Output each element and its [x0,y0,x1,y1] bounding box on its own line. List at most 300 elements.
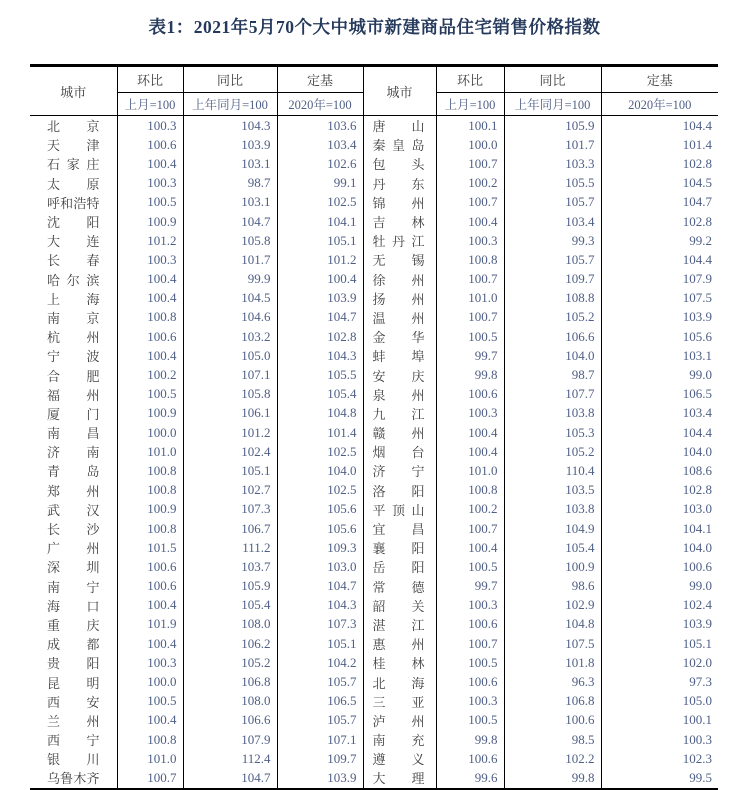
yoy-index-cell: 104.7 [183,212,277,231]
yoy-index-cell: 98.5 [504,730,601,749]
table-row [30,231,718,250]
fixed-base-index-cell: 102.5 [277,481,363,500]
mom-index-cell: 100.2 [436,174,504,193]
city-name-cell: 唐山 [363,116,436,136]
table-row [30,212,718,231]
col-header-fixed-left: 定基 [277,66,363,93]
mom-index-cell: 100.5 [436,557,504,576]
price-index-table [30,64,718,790]
yoy-index-cell: 104.7 [183,768,277,789]
table-header [30,66,718,116]
fixed-base-index-cell: 104.7 [601,193,718,212]
yoy-index-cell: 111.2 [183,538,277,557]
table-row [30,768,718,789]
city-name-cell: 天津 [47,138,100,154]
table-row [30,730,718,749]
fixed-base-index-cell: 104.4 [601,116,718,136]
mom-index-cell: 100.9 [117,212,183,231]
table-row [30,346,718,365]
yoy-index-cell: 102.9 [504,596,601,615]
fixed-base-index-cell: 107.9 [601,270,718,289]
yoy-index-cell: 103.8 [504,500,601,519]
table-row [30,481,718,500]
yoy-index-cell: 106.6 [183,711,277,730]
yoy-index-cell: 103.5 [504,481,601,500]
mom-index-cell: 100.3 [436,596,504,615]
table-row [30,174,718,193]
col-subheader-yoy-base-left: 上年同月=100 [183,93,277,116]
mom-index-cell: 100.3 [436,692,504,711]
yoy-index-cell: 100.6 [504,711,601,730]
city-name-cell: 赣州 [363,423,436,442]
city-name-cell: 丹东 [363,174,436,193]
yoy-index-cell: 101.2 [183,423,277,442]
yoy-index-cell: 106.8 [504,692,601,711]
city-name-cell: 金华 [363,327,436,346]
yoy-index-cell: 102.2 [504,749,601,768]
table-row [30,404,718,423]
table-row [30,116,718,136]
table-row [30,596,718,615]
mom-index-cell: 100.4 [117,270,183,289]
fixed-base-index-cell: 105.4 [277,385,363,404]
city-name-cell: 包头 [363,154,436,173]
mom-index-cell: 101.5 [117,538,183,557]
fixed-base-index-cell: 103.6 [277,116,363,136]
mom-index-cell: 100.4 [117,346,183,365]
mom-index-cell: 100.8 [117,730,183,749]
city-name-cell: 大连 [47,234,100,250]
mom-index-cell: 100.6 [117,327,183,346]
city-name-cell: 宜昌 [363,519,436,538]
yoy-index-cell: 101.7 [504,135,601,154]
yoy-index-cell: 101.8 [504,653,601,672]
fixed-base-index-cell: 104.3 [277,346,363,365]
city-name-cell: 重庆 [47,617,100,633]
mom-index-cell: 100.8 [117,519,183,538]
yoy-index-cell: 96.3 [504,672,601,691]
fixed-base-index-cell: 105.6 [277,500,363,519]
fixed-base-index-cell: 104.1 [277,212,363,231]
fixed-base-index-cell: 104.5 [601,174,718,193]
city-name-cell: 韶关 [363,596,436,615]
mom-index-cell: 100.6 [436,672,504,691]
col-header-fixed-right: 定基 [601,66,718,93]
fixed-base-index-cell: 102.3 [601,749,718,768]
yoy-index-cell: 105.3 [504,423,601,442]
col-header-mom-left: 环比 [117,66,183,93]
mom-index-cell: 100.8 [117,308,183,327]
city-name-cell: 济宁 [363,461,436,480]
city-name-cell: 厦门 [47,406,100,422]
city-name-cell: 吉林 [363,212,436,231]
mom-index-cell: 100.0 [117,423,183,442]
table-row [30,615,718,634]
table-row [30,461,718,480]
yoy-index-cell: 106.1 [183,404,277,423]
fixed-base-index-cell: 104.0 [601,538,718,557]
mom-index-cell: 100.4 [117,711,183,730]
mom-index-cell: 100.0 [436,135,504,154]
city-name-cell: 沈阳 [47,215,100,231]
mom-index-cell: 100.4 [117,596,183,615]
city-name-cell: 平顶山 [363,500,436,519]
mom-index-cell: 100.6 [436,385,504,404]
city-name-cell: 无锡 [363,250,436,269]
table-row [30,270,718,289]
fixed-base-index-cell: 102.4 [601,596,718,615]
yoy-index-cell: 105.1 [183,461,277,480]
fixed-base-index-cell: 103.0 [277,557,363,576]
fixed-base-index-cell: 100.1 [601,711,718,730]
fixed-base-index-cell: 108.6 [601,461,718,480]
city-name-cell: 成都 [47,637,100,653]
col-subheader-mom-base-left: 上月=100 [117,93,183,116]
mom-index-cell: 99.8 [436,730,504,749]
yoy-index-cell: 103.7 [183,557,277,576]
col-header-mom-right: 环比 [436,66,504,93]
mom-index-cell: 100.5 [117,692,183,711]
yoy-index-cell: 105.2 [183,653,277,672]
fixed-base-index-cell: 102.8 [277,327,363,346]
mom-index-cell: 100.5 [117,193,183,212]
mom-index-cell: 100.3 [117,116,183,136]
city-name-cell: 深圳 [47,560,100,576]
fixed-base-index-cell: 102.5 [277,442,363,461]
city-name-cell: 太原 [47,176,100,192]
mom-index-cell: 101.0 [117,442,183,461]
fixed-base-index-cell: 99.0 [601,365,718,384]
city-name-cell: 温州 [363,308,436,327]
mom-index-cell: 100.4 [117,634,183,653]
city-name-cell: 上海 [47,291,100,307]
city-name-cell: 三亚 [363,692,436,711]
city-name-cell: 南宁 [47,579,100,595]
city-name-cell: 呼和浩特 [47,195,100,211]
mom-index-cell: 100.9 [117,404,183,423]
city-name-cell: 长沙 [47,522,100,538]
fixed-base-index-cell: 100.6 [601,557,718,576]
mom-index-cell: 101.0 [436,461,504,480]
mom-index-cell: 100.8 [436,250,504,269]
fixed-base-index-cell: 102.0 [601,653,718,672]
fixed-base-index-cell: 99.5 [601,768,718,789]
city-name-cell: 常德 [363,577,436,596]
city-name-cell: 蚌埠 [363,346,436,365]
fixed-base-index-cell: 97.3 [601,672,718,691]
mom-index-cell: 99.7 [436,577,504,596]
city-name-cell: 南昌 [47,426,100,442]
yoy-index-cell: 99.3 [504,231,601,250]
fixed-base-index-cell: 107.3 [277,615,363,634]
col-subheader-mom-base-right: 上月=100 [436,93,504,116]
table-row [30,193,718,212]
fixed-base-index-cell: 106.5 [601,385,718,404]
mom-index-cell: 100.2 [117,365,183,384]
mom-index-cell: 100.4 [117,289,183,308]
fixed-base-index-cell: 103.4 [601,404,718,423]
city-name-cell: 徐州 [363,270,436,289]
yoy-index-cell: 112.4 [183,749,277,768]
fixed-base-index-cell: 104.8 [277,404,363,423]
fixed-base-index-cell: 104.1 [601,519,718,538]
fixed-base-index-cell: 104.7 [277,308,363,327]
page-title: 表1：2021年5月70个大中城市新建商品住宅销售价格指数 [148,17,601,37]
fixed-base-index-cell: 101.4 [277,423,363,442]
table-row [30,250,718,269]
fixed-base-index-cell: 104.3 [277,596,363,615]
yoy-index-cell: 104.5 [183,289,277,308]
yoy-index-cell: 105.7 [504,193,601,212]
yoy-index-cell: 98.7 [504,365,601,384]
city-name-cell: 牡丹江 [363,231,436,250]
fixed-base-index-cell: 99.1 [277,174,363,193]
city-name-cell: 福州 [47,387,100,403]
mom-index-cell: 100.5 [436,711,504,730]
mom-index-cell: 100.3 [117,174,183,193]
city-name-cell: 贵阳 [47,656,100,672]
city-name-cell: 桂林 [363,653,436,672]
yoy-index-cell: 105.4 [504,538,601,557]
mom-index-cell: 100.7 [436,308,504,327]
fixed-base-index-cell: 105.7 [277,672,363,691]
table-row [30,365,718,384]
city-name-cell: 北海 [363,672,436,691]
yoy-index-cell: 105.5 [504,174,601,193]
mom-index-cell: 100.1 [436,116,504,136]
table-row [30,692,718,711]
yoy-index-cell: 98.6 [504,577,601,596]
city-name-cell: 安庆 [363,365,436,384]
table-row [30,634,718,653]
fixed-base-index-cell: 104.2 [277,653,363,672]
city-name-cell: 南充 [363,730,436,749]
yoy-index-cell: 105.2 [504,308,601,327]
table-row [30,289,718,308]
city-name-cell: 兰州 [47,713,100,729]
yoy-index-cell: 105.0 [183,346,277,365]
fixed-base-index-cell: 103.9 [277,289,363,308]
fixed-base-index-cell: 103.0 [601,500,718,519]
mom-index-cell: 100.4 [117,154,183,173]
yoy-index-cell: 108.8 [504,289,601,308]
mom-index-cell: 100.4 [436,423,504,442]
mom-index-cell: 101.9 [117,615,183,634]
yoy-index-cell: 107.9 [183,730,277,749]
yoy-index-cell: 103.8 [504,404,601,423]
yoy-index-cell: 102.4 [183,442,277,461]
col-subheader-fixed-base-right: 2020年=100 [601,93,718,116]
fixed-base-index-cell: 104.0 [277,461,363,480]
yoy-index-cell: 104.0 [504,346,601,365]
fixed-base-index-cell: 101.4 [601,135,718,154]
fixed-base-index-cell: 103.9 [601,615,718,634]
fixed-base-index-cell: 105.1 [277,634,363,653]
yoy-index-cell: 102.7 [183,481,277,500]
mom-index-cell: 99.6 [436,768,504,789]
yoy-index-cell: 107.3 [183,500,277,519]
mom-index-cell: 100.0 [117,672,183,691]
yoy-index-cell: 104.8 [504,615,601,634]
mom-index-cell: 100.4 [436,212,504,231]
yoy-index-cell: 103.1 [183,154,277,173]
yoy-index-cell: 103.1 [183,193,277,212]
mom-index-cell: 100.7 [436,154,504,173]
mom-index-cell: 100.5 [436,653,504,672]
yoy-index-cell: 104.6 [183,308,277,327]
fixed-base-index-cell: 99.0 [601,577,718,596]
yoy-index-cell: 107.7 [504,385,601,404]
yoy-index-cell: 104.3 [183,116,277,136]
city-name-cell: 秦皇岛 [363,135,436,154]
city-name-cell: 乌鲁木齐 [47,771,100,787]
city-name-cell: 长春 [47,253,100,269]
city-name-cell: 惠州 [363,634,436,653]
yoy-index-cell: 99.9 [183,270,277,289]
fixed-base-index-cell: 103.9 [601,308,718,327]
fixed-base-index-cell: 109.3 [277,538,363,557]
table-row [30,154,718,173]
city-name-cell: 石家庄 [47,157,100,173]
city-name-cell: 昆明 [47,675,100,691]
fixed-base-index-cell: 105.0 [601,692,718,711]
city-name-cell: 银川 [47,752,100,768]
city-name-cell: 泸州 [363,711,436,730]
city-name-cell: 洛阳 [363,481,436,500]
city-name-cell: 西安 [47,694,100,710]
yoy-index-cell: 105.7 [504,250,601,269]
mom-index-cell: 101.2 [117,231,183,250]
city-name-cell: 湛江 [363,615,436,634]
table-row [30,653,718,672]
mom-index-cell: 100.3 [436,404,504,423]
city-name-cell: 郑州 [47,483,100,499]
fixed-base-index-cell: 99.2 [601,231,718,250]
yoy-index-cell: 105.8 [183,231,277,250]
fixed-base-index-cell: 100.4 [277,270,363,289]
mom-index-cell: 99.8 [436,365,504,384]
city-name-cell: 大理 [363,768,436,789]
city-name-cell: 广州 [47,541,100,557]
mom-index-cell: 100.7 [436,519,504,538]
city-name-cell: 青岛 [47,464,100,480]
fixed-base-index-cell: 105.6 [277,519,363,538]
yoy-index-cell: 105.4 [183,596,277,615]
yoy-index-cell: 98.7 [183,174,277,193]
yoy-index-cell: 109.7 [504,270,601,289]
city-name-cell: 南京 [47,310,100,326]
yoy-index-cell: 107.1 [183,365,277,384]
table-row [30,577,718,596]
city-name-cell: 九江 [363,404,436,423]
table-body [30,116,718,790]
yoy-index-cell: 104.9 [504,519,601,538]
table-row [30,672,718,691]
yoy-index-cell: 106.8 [183,672,277,691]
city-name-cell: 烟台 [363,442,436,461]
city-name-cell: 哈尔滨 [47,272,100,288]
yoy-index-cell: 105.2 [504,442,601,461]
yoy-index-cell: 105.9 [183,577,277,596]
mom-index-cell: 101.0 [117,749,183,768]
city-name-cell: 北京 [47,119,100,135]
fixed-base-index-cell: 105.6 [601,327,718,346]
mom-index-cell: 100.8 [117,461,183,480]
yoy-index-cell: 101.7 [183,250,277,269]
yoy-index-cell: 108.0 [183,615,277,634]
yoy-index-cell: 99.8 [504,768,601,789]
fixed-base-index-cell: 103.9 [277,768,363,789]
mom-index-cell: 99.7 [436,346,504,365]
mom-index-cell: 100.8 [436,481,504,500]
city-name-cell: 合肥 [47,368,100,384]
col-subheader-fixed-base-left: 2020年=100 [277,93,363,116]
fixed-base-index-cell: 106.5 [277,692,363,711]
fixed-base-index-cell: 105.1 [601,634,718,653]
col-header-yoy-right: 同比 [504,66,601,93]
yoy-index-cell: 110.4 [504,461,601,480]
city-name-cell: 襄阳 [363,538,436,557]
mom-index-cell: 100.3 [436,231,504,250]
table-row [30,308,718,327]
table-row [30,711,718,730]
city-name-cell: 泉州 [363,385,436,404]
city-name-cell: 遵义 [363,749,436,768]
mom-index-cell: 100.7 [436,634,504,653]
yoy-index-cell: 105.8 [183,385,277,404]
fixed-base-index-cell: 104.4 [601,250,718,269]
mom-index-cell: 100.6 [436,615,504,634]
col-header-city-right: 城市 [363,66,436,116]
table-row [30,135,718,154]
col-header-city-left: 城市 [60,84,87,100]
mom-index-cell: 100.6 [117,557,183,576]
mom-index-cell: 100.3 [117,250,183,269]
mom-index-cell: 101.0 [436,289,504,308]
mom-index-cell: 100.5 [117,385,183,404]
fixed-base-index-cell: 101.2 [277,250,363,269]
table-row [30,442,718,461]
city-name-cell: 宁波 [47,349,100,365]
fixed-base-index-cell: 102.8 [601,481,718,500]
mom-index-cell: 100.2 [436,500,504,519]
mom-index-cell: 100.7 [436,270,504,289]
yoy-index-cell: 106.7 [183,519,277,538]
city-name-cell: 西宁 [47,733,100,749]
fixed-base-index-cell: 104.4 [601,423,718,442]
yoy-index-cell: 100.9 [504,557,601,576]
yoy-index-cell: 105.9 [504,116,601,136]
city-name-cell: 武汉 [47,502,100,518]
fixed-base-index-cell: 107.1 [277,730,363,749]
fixed-base-index-cell: 102.8 [601,212,718,231]
mom-index-cell: 100.7 [436,193,504,212]
mom-index-cell: 100.9 [117,500,183,519]
table-row [30,538,718,557]
table-row [30,385,718,404]
city-name-cell: 岳阳 [363,557,436,576]
fixed-base-index-cell: 109.7 [277,749,363,768]
table-row [30,519,718,538]
mom-index-cell: 100.4 [436,442,504,461]
city-name-cell: 锦州 [363,193,436,212]
mom-index-cell: 100.6 [117,577,183,596]
city-name-cell: 济南 [47,445,100,461]
yoy-index-cell: 103.4 [504,212,601,231]
city-name-cell: 海口 [47,598,100,614]
fixed-base-index-cell: 102.6 [277,154,363,173]
col-subheader-yoy-base-right: 上年同月=100 [504,93,601,116]
